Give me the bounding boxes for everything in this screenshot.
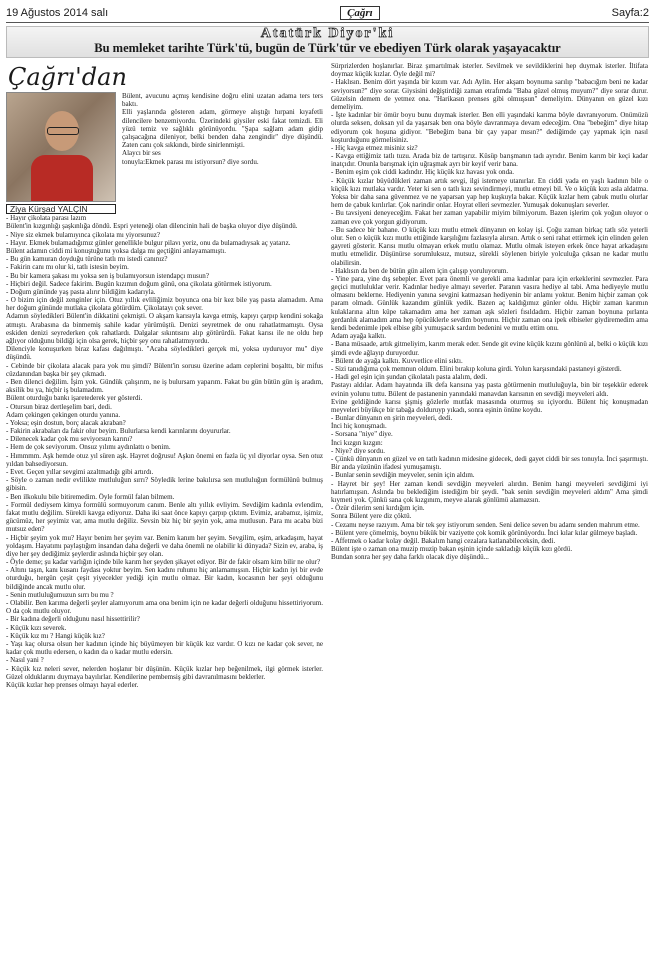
article-columns — [6, 62, 649, 689]
paragraph: - Sizi tanıdığıma çok memnun oldum. Elini bırakıp koluna girdi. Yolun karşısındaki pastaneyi gösterdi. — [331, 364, 622, 373]
paragraph: - Fakirin akrabaları da fakir olur beyim. Bulurlarsa kendi karınlarını doyururlar. — [6, 427, 231, 436]
paragraph: Pastayı aldılar. Adam hayatında ilk defa karısına yaş pasta götürmenin mutluluğuyla, bin bir teşekkür ederek evinin yolunu tuttu. Bülent de pastanenin yanındaki manavdan karısının en sevdiği meyveleri aldı. — [331, 381, 648, 398]
paragraph: - Çünkü dünyanın en güzel ve en tatlı kadının midesine gidecek, dedi gayet ciddi bir ses tonuyla. İnci şaşırmıştı. Bir anda yüzünün ifadesi yumuşamıştı. — [331, 455, 648, 472]
paragraph: İnci kızgın kızgın: — [331, 438, 383, 447]
paragraph: - Nasıl yani ? — [6, 656, 44, 665]
paragraph: Bülent'in kızgınlığı şaşkınlığa döndü. Espri yeteneği olan dilencinin hali de başka oluyor diye düşündü. — [6, 222, 298, 231]
paragraph: - Küçük kız mı ? Hangi küçük kız? — [6, 631, 105, 640]
paragraph: - Küçük kızlar büyüdükleri zaman artık sevgi, ilgi istemeye utanırlar. En ciddi yada en yaşlı kadının bile o küçük kızı mutlaka vardır. Yeter ki sen o tatlı kızı sevindirmeyi, mutlu etmeyi bil. Ve o küçük kızı asla aldatma. Yoksa bir daha sana güvenmez ve ne yaparsan yap hep kuşkuyla bakar. Küçük kızlar hem çabuk mutlu olurlar hem de çabuk kırılırlar. Çok narindir onlar. Hoyrat elleri sevmezler. Yumuşak dokunuşları severler. — [331, 176, 648, 210]
paragraph: - Niye? diye sordu. — [331, 446, 386, 455]
paragraph: - Dilenecek kadar çok mu seviyorsun karını? — [6, 435, 133, 444]
paragraph: - Altını taşın, kanı kusanı faydası yoktur beyim. Sen kadını ruhunu hiç anlamamışsın. Hiçbir kadın iyi bir evde oturduğu, hergün çeşit çeşit yiyecekler yediği için mutlu olmaz. Bir kadın, kocasının her şeyi olduğunu bildiğinde ancak mutlu olur. — [6, 566, 323, 591]
paragraph: - Bülent de ayağa kalktı. Kuvvetlice elini sıktı. — [331, 356, 463, 365]
paragraph: - Hiçbir şeyim yok mu? Hayır benim her şeyim var. Benim kanım her şeyim. Sevgilim, eşim, arkadaşım, hayat yoldaşım. Hayatımı paylaştığım insandan daha değerli ve daha önemli ne olabilir ki dünyada? Sizin ev, araba, iş diye her şey dediğimiz şeylerdir aslında hiçbir şey olan. — [6, 533, 323, 558]
paragraph: - İşte kadınlar bir ömür boyu bunu duymak isterler. Ben elli yaşındaki karıma böyle davranıyorum. Onümüzü olurda seksen, doksan yıl da yaşarsak ben ona böyle davranmaya devam edeceğim. Ona "bebeğim" diye hitap ediyorum çok hoşuna gidiyor. "Bebeğim bana bir çay yapar mısın?" dediğimde çay yapmak için nasıl koşturduğunu görmelisiniz. — [331, 111, 648, 144]
paragraph: - Küçük kızı severek. — [6, 623, 67, 632]
paragraph: tonuyla:Ekmek parası mı istiyorsun? diye sordu. — [122, 157, 259, 166]
paragraph: - Hadi gel eşin için şundan çikolatalı pasta alalım, dedi. — [331, 373, 488, 382]
paragraph: Bülent işte o zaman ona muzip muzip bakan eşinin içinde sakladığı küçük kızı gördü. — [331, 545, 573, 554]
paragraph: Adam ayağa kalktı. — [331, 332, 386, 341]
paragraph: Adamın söyledikleri Bülent'in dikkatini çekmişti. O akşam karısıyla kavga etmiş, kapıyı çarpıp kendini sokağa atmıştı. Arabasına da binmemiş sahile kadar yürümüştü. Denizi seyretmek de onu rahatlatmamıştı. Oysa eskiden denizi seyrederken çok rahatlardı. Dalgalar sıkıntısını alıp götürürdü. Fakat karısı ile ne oldu hep ağlıyor olduğunu bildiği için olsa gerek, hiçbir şey onu rahatlatmıyordu. — [6, 312, 323, 345]
paragraph: - Haklısın da ben de bütün gün ailem için çalışıp yoruluyorum. — [331, 266, 509, 275]
paragraph: - Öyle deme; şu kadar varlığın içinde bile karım her şeyden şikayet ediyor. Bir de fakir olsam kim bilir ne olur? — [6, 558, 321, 567]
paragraph: - Küçük kız neleri sever, nelerden hoşlanır bir düşünün. Küçük kızlar hep beğenilmek, ilgi görmek isterler. Güzel olduklarını duymaya bayılırlar. Kendilerine pembemsiş gibi davranılmasını beklerler. — [6, 664, 323, 681]
paragraph: Bülent oturduğu bankı işaretederek yer gösterdi. — [6, 394, 143, 403]
paragraph: - Olabilir. Ben karıma değerli şeyler alamıyorum ama ona benim için ne kadar değerli olduğunu hissettiriyorum. O da çok mutlu oluyor. — [6, 599, 323, 616]
banner-motto: Bu memleket tarihte Türk'tü, bugün de Türk'tür ve ebediyen Türk olarak yaşayacaktır — [94, 41, 561, 55]
paragraph: İnci hiç konuşmadı. — [331, 422, 387, 431]
paragraph: Sürprizlerden hoşlanırlar. Biraz şımartılmak isterler. Sevilmek ve sevildiklerini hep duymak isterler. İltifata doymaz küçük kızlar. Öyle değil mi? — [331, 62, 648, 79]
paragraph: - Bu sadece bir bahane. O küçük kızı mutlu etmek dünyanın en kolay işi. Çoğu zaman birkaç tatlı söz yeterli olur. Sen o küçük kızı mutlu ettiğinde karşılığını fazlasıyla alırsın. Artık o seni rahat ettirmek için elinden gelen gayreti gösterir. Karısı mutlu olmayan erkek mutlu olamaz. Mutlu olmak isteyen erkek önce hayat arkadaşını mutlu etmelidir. Düşünürse sorumluksuz, mutsuz, sürekli söylenen biriyle yolculuğa çıksan ne kadar mutlu olabilirsin. — [331, 225, 648, 267]
paragraph: - Kavga ettiğimiz tatlı tuzu. Arada biz de tartışırız. Küsüp barışmanın tadı ayrıdır. Benim karım bir keçi kadar inatçıdır. Onunla barışmak için uğraşmak ayrı bir keyif verir bana. — [331, 152, 648, 169]
paragraph: Dilenciyle konuşurken biraz kafası dağılmıştı. "Acaba söyledikleri gerçek mi, yoksa uyduruyor mu" diye düşündü. — [6, 345, 323, 362]
paragraph: - Yine para, yine dış sebepler. Evet para önemli ve gerekli ama kadınlar para için erkeklerini sevmezler. Para geçici mutluluklar verir. Kadınlar hediye almayı severler. Paranın vasıra hediye al tabi. Ama hediyeyle mutlu olmasını beklerne. Hediyenin yanına sevgini katmazsan hediyenin bir anlamı yoktur. Benim hiçbir zaman çok param olmadı. Günlük kazandım günlük yedik. Bazen aç kaldığımız günler oldu. Hiçbir zaman karımın kulaklarına altın küpe takamadım ama her zaman aşk sözleri fısıldadım. Hiçbir zaman boynuna pırlanta gerdanlık alamadım ama hep öpücüklerle sevdim boynunu. Hiçbir zaman ona ipek elbiseler giydiremedim ama kendi bedenimle ipek elbise gibi yumuşacık sardım bedenini ve mutlu ettim onu. — [331, 274, 648, 332]
right-column — [331, 62, 648, 689]
paragraph: - Fakirin canı mı olur ki, tatlı istesin beyim. — [6, 263, 129, 272]
paragraph: - Bir kadına değerli olduğunu nasıl hissettirilir? — [6, 615, 140, 624]
paragraph: Sonra Bülent yere diz çöktü. — [331, 512, 412, 521]
paragraph: - Yaşı kaç olursa olsun her kadının içinde hiç büyümeyen bir küçük kız vardır. O kızı ne kadar çok sever, ne kadar çok mutlu edersen, o kadın da o kadar mutlu edersin. — [6, 639, 323, 657]
paragraph: Bülent, avucunu açmış kendisine doğru elini uzatan adama ters ters baktı. — [122, 92, 323, 109]
paragraph: Bundan sonra her şey daha farklı olacak diye düşündü... — [331, 553, 489, 562]
paragraph: - Ben dilenci değilim. İşim yok. Gündük çalışırım, ne iş bulursam yaparım. Fakat bu gün bütün gün iş aradım, aksilik bu ya, hiçbir iş bulamadım. — [6, 377, 323, 395]
paragraph: - Bunlar senin sevdiğin meyveler, senin için aldım. — [331, 471, 475, 480]
paragraph: Alaycı bir ses — [122, 149, 161, 158]
paragraph: Küçük kızlar hep prenses olmayı hayal ederler. — [6, 680, 139, 689]
paragraph: Bülent adamın ciddi mi konuştuğunu yoksa dalga mı geçtiğini anlayamamıştı. — [6, 246, 226, 255]
paragraph: - Bana müsaade, artık gitmeliyim, karım merak eder. Sende git evine küçük kızını gönlünü al, belki o küçük kızı şimdi evde ağlayıp duruyordur. — [331, 340, 648, 357]
paragraph: - Söyle o zaman nedir evlilikte mutluluğun sırrı? Söyledik lerine bakılırsa sen mutluluğun formülünü bulmuş gibisin. — [6, 476, 323, 493]
paragraph: - Yoksa; eşin dostun, borç alacak akraban? — [6, 418, 126, 427]
paragraph: - Niye siz ekmek bulamıyınca çikolata mı yiyorsunuz? — [6, 230, 161, 239]
paragraph: - Sorsana "niye" diye. — [331, 430, 393, 439]
issue-date: 19 Ağustos 2014 salı — [6, 7, 109, 19]
paragraph: - Bülent yere çömelmiş, boynu bükük bir vaziyette çok komik görünüyordu. İnci kılar kılar gülmeye başladı. — [331, 528, 638, 537]
paragraph: - Cebinde bir çikolata alacak para yok mu şimdi? Bülent'in sorusu üzerine adam ceplerini boşalttı, bir mifus cüzdanından başka bir şey çıkmadı. — [6, 361, 323, 378]
paragraph: - Affetmek o kadar kolay değil. Bakalım hangi cezalara katlanabileceksin, dedi. — [331, 536, 556, 545]
intro-text — [122, 92, 323, 214]
paragraph: - Hiç kavga etmez misiniz siz? — [331, 143, 418, 152]
paragraph: - Hımmmm. Aşk hemde otuz yıl süren aşk. Hayret doğrusu! Aşkın önemi en fazla üç yıl diyorlar oysa. Sen otuz yıldan bahsediyorsun. — [6, 451, 323, 468]
paragraph: - Ben ilkokulu bile bitiremedim. Öyle formül falan bilmem. — [6, 492, 175, 501]
newspaper-logo: Çağrı — [340, 6, 380, 20]
author-name: Ziya Kürşad YALÇIN — [6, 204, 116, 214]
paragraph: - Formül dediysem kimya formülü sormuyorum canım. Benle altı yıllık evliyim. Sevdiğim kadınla evlendim, fakat mutlu değilim. Sürekli kavga ediyoruz. Daha iki saat önce kapıyı çarpıp çıktım. Evimiz, arabamız, işimiz, gücümüz, her şeyimiz var, ama mutlu değiliz. Sevsin biz hiç bir şeyin yok, ama mutlusun. Para mı acaba bizi mutsuz eden? — [6, 500, 323, 534]
paragraph: - Hayret bir şey! Her zaman kendi sevdiğin meyveleri alırdın. Benim hangi meyveleri sevdiğimi iyi hatırlamışsın. Aslında bu beklediğim istediğim bir şeydi. "bak senin sevdiğin meyveleri aldım" Ama şimdi kıymeti yok. Çünkü sana çok kızgınım, meyve alarak gönlümü alamazsın. — [331, 479, 648, 504]
paragraph: - Doğum gününde yaş pasta alırır bildiğim kadarıyla. — [6, 287, 156, 296]
paragraph: - Hayır. Ekmek bulamadığımız günler genellikle bulgur pilavı yeriz, onu da bulamadıysak aç yatarız. — [6, 238, 291, 247]
paragraph: - Bunlar dünyanın en şirin meyveleri, dedi. — [331, 414, 453, 423]
paragraph: - Hiçbiri değil. Sadece fakirim. Bugün kızımın doğum günü, ona çikolata götürmek istiyorum. — [6, 279, 272, 288]
paragraph: Adam çekingen çekingen oturdu yanına. — [6, 410, 121, 419]
left-body — [6, 214, 323, 689]
paragraph: - Bu tavsiyeni deneyeceğim. Fakat her zaman yapabilir miyim bilmiyorum. Bazen işlerim çok yoğun oluyor o zaman eve çok yorgun gidiyorum. — [331, 209, 648, 226]
paragraph: - Haklısın. Benim dört yaşında bir kızım var. Adı Aylin. Her akşam boynuma sarılıp "babacığım beni ne kadar seviyorsun?" diye sorar. Giysisini değiştirdiği zaman etrafımda "Baba güzel olmuş muyum?" diye sorar durur. Güzelsin demem de yetmez ona. "Harikasın prenses gibi olmuşsun" demeliyim. Dünyanın en güzel kızı demeliyim. — [331, 78, 648, 111]
paragraph: - Cezamı neyse razıyım. Ama bir tek şey istiyorum senden. Seni delice seven bu adamı senden mahrum etme. — [331, 520, 640, 529]
paragraph: - Hayır çikolata parası lazım — [6, 214, 87, 223]
column-brand: Çağrı'dan — [8, 63, 127, 91]
paragraph: - Özür dilerim seni kırdığım için. — [331, 504, 425, 513]
paragraph: - Benim eşim çok ciddi kadındır. Hiç küçük kız havası yok onda. — [331, 168, 514, 177]
paragraph: Elli yaşlarında gösteren adam, görmeye alıştığı hırpani kıyafetli dilencilere benzemiyordu. Üzerindeki giysiler eski fakat temizdi. Eli yüzü temiz ve sağlıklı görünüyordu. "Şapa sağlam adam gidip çalışacağına dileniyor, belki benden daha zengindir" diye düşündü. Zaten canı çok sıkkındı, birde sinirlenmişti. — [122, 108, 323, 150]
paragraph: - Bu bir kamera şakası mı yoksa sen iş bulamıyorsun istendapçı musun? — [6, 271, 209, 280]
paragraph: - Bu gün kamuran doyduğu türüne tatlı mı istedi canınız? — [6, 255, 168, 264]
paragraph: - Hem de çok seviyorum. Onsuz yılımı aydınlattı o benim. — [6, 443, 171, 452]
article-intro — [6, 92, 323, 214]
paragraph: - Evet. Geçen yıllar sevgimi azaltmadığı gibi artırdı. — [6, 468, 154, 476]
paragraph: - O bizim için değil zenginler için. Otuz yıllık evliliğimiz boyunca ona bir kez bile yaş pasta alamadım. Ama her doğum gününde mutlaka çikolata götürdüm. Çikolatayı çok sever. — [6, 296, 323, 313]
paragraph: - Senin mutluluğumuzun sırrı bu mu ? — [6, 590, 114, 599]
author-photo — [6, 92, 116, 202]
page-number: Sayfa:2 — [611, 7, 649, 19]
left-column — [6, 62, 323, 689]
paragraph: Evine geldiğinde karısı şişmiş gözlerle mutfak masasında oturmuş su içiyordu. Bülent hiç konuşmadan meyveleri büyükçe bir tabağa dolduruyp yıkadı, sonra eşinin önüne koydu. — [331, 397, 648, 414]
motto-banner — [6, 26, 649, 58]
page-header — [6, 4, 649, 23]
banner-title: Atatürk Diyor'ki — [260, 26, 395, 41]
paragraph: - Otursun biraz dertleşelim bari, dedi. — [6, 402, 112, 411]
author-block — [6, 92, 116, 214]
